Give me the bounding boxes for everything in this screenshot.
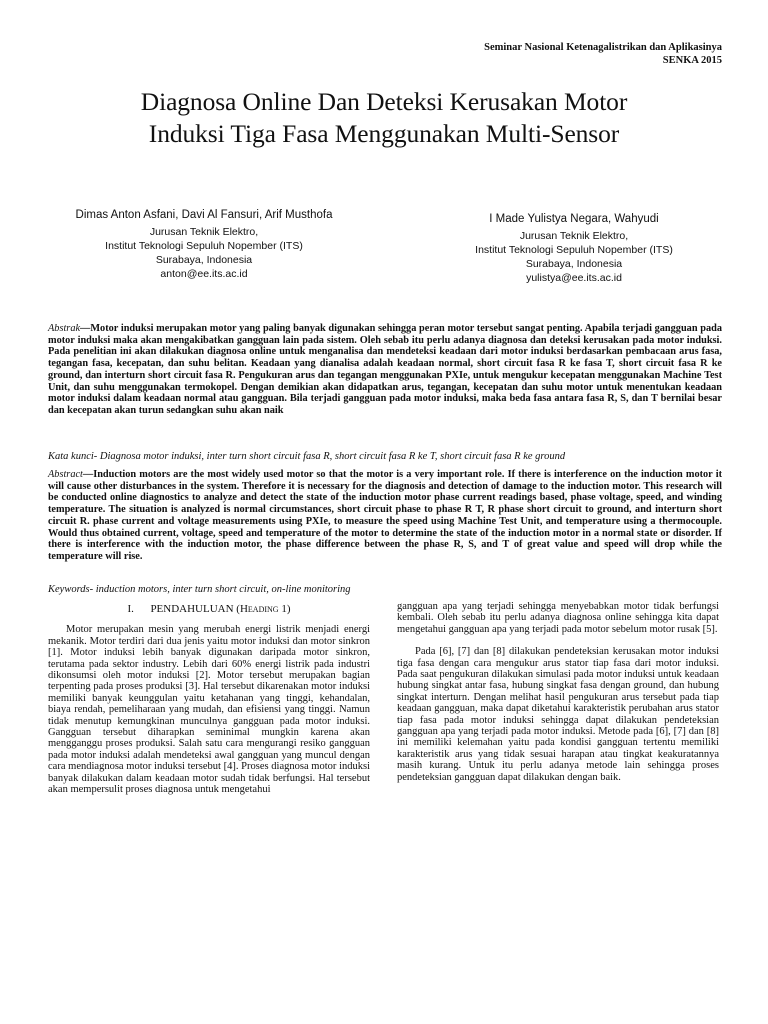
section-heading (48, 604, 370, 615)
abstract-text: —Induction motors are the most widely used motor so that the motor is a very important role. If there is interference on the induction motor it will cause other disturbances in the system. Therefore it is necessary for the diagnosis and detection of damage to the induction motor. This research will be conducted online diagnostics to analyze and detect the state of the induction motor phase current readings based, phase voltage, speed, and winding temperature. The situation is analyzed is normal circumstances, short circuit phase to phase R T, R phase short circuit to ground, and interturn short circuit R. phase current and voltage measurements using PXIe, to measure the speed using Machine Test Unit, and temperature using a thermocouple. Would thus obtained current, voltage, speed and temperature of the motor to determine the state of the induction motor in a normal state or disorder. If there is interference with the induction motor, the phase difference between the phase R, S, and T of great value and speed will drop while the temperature will rise. (48, 469, 722, 562)
column-right (397, 601, 719, 783)
author-email: anton@ee.its.ac.id (160, 268, 248, 280)
author-city: Surabaya, Indonesia (525, 258, 623, 270)
abstrak-indonesian (48, 323, 722, 417)
author-email: yulistya@ee.its.ac.id (526, 272, 622, 284)
author-institution: Institut Teknologi Sepuluh Nopember (ITS) (475, 244, 673, 256)
kata-kunci: Kata kunci- Diagnosa motor induksi, inter turn short circuit fasa R, short circuit fasa R ke T, short circuit fasa R ke ground (48, 451, 566, 462)
author-city: Surabaya, Indonesia (155, 254, 253, 266)
title-line-2: Induksi Tiga Fasa Menggunakan Multi-Sensor (148, 119, 620, 148)
column-left (48, 604, 370, 796)
abstract-english (48, 469, 722, 563)
author-department: Jurusan Teknik Elektro, (149, 226, 259, 238)
author-names: I Made Yulistya Negara, Wahyudi (489, 213, 659, 225)
section-number: I. (127, 603, 134, 615)
conference-year: SENKA 2015 (662, 55, 722, 66)
author-block-2 (398, 211, 750, 285)
section-heading-note: (Heading 1) (236, 603, 291, 615)
author-names: Dimas Anton Asfani, Davi Al Fansuri, Arif Musthofa (75, 209, 333, 221)
author-block-1 (28, 207, 380, 281)
author-department: Jurusan Teknik Elektro, (519, 230, 629, 242)
abstract-label: Abstract (48, 469, 83, 480)
conference-header (484, 41, 722, 67)
intro-paragraph-1: Motor merupakan mesin yang merubah energi listrik menjadi energi mekanik. Motor terdiri dari dua jenis yaitu motor induksi dan motor sinkron [1]. Motor induksi lebih banyak digunakan daripada motor sinkron, terutama pada sektor industry. Lebih dari 60% energi listrik pada industri dikonsumsi oleh motor induksi [2]. Motor tersebut merupakan bagian terpenting pada proses produksi [3]. Hal tersebut dikarenakan motor induksi memiliki banyak keunggulan yaitu ketahanan yang tinggi, kehandalan, biaya rendah, pemeliharaan yang mudah, dan efisiensi yang tinggi. Namun tidak menutup kemungkinan munculnya gangguan pada motor induksi. Gangguan tersebut diharapkan seminimal mungkin karena akan mengganggu proses produksi. Salah satu cara mengurangi resiko gangguan pada motor induksi adalah mendeteksi awal gangguan yang muncul dengan cara mendiagnosa motor induksi tersebut [4]. Proses diagnosa motor induksi banyak dilakukan dalam keadaan motor sudah tidak berfungsi. Hal tersebut akan mempersulit proses diagnosa untuk mengetahui (48, 624, 370, 796)
paper-title (0, 86, 768, 150)
section-title: PENDAHULUAN (150, 603, 234, 615)
intro-paragraph-2: Pada [6], [7] dan [8] dilakukan pendeteksian kerusakan motor induksi tiga fasa dengan cara mengukur arus stator tiap fasa dari motor induksi. Pada saat pengukuran dilakukan simulasi pada motor induksi untuk keadaan hubung singkat antar fasa, hubung singkat fasa dengan ground, dan hubung singkat interturn. Dengan melihat hasil pengukuran arus tersebut pada tiap keadaan gangguan, maka dapat diketahui karakteristik perubahan arus stator tiap fasa pada motor induksi sehingga dapat dilakukan pendeteksian gangguan apa yang terjadi pada motor induksi. Metode pada [6], [7] dan [8] ini memiliki kelemahan yaitu pada kondisi gangguan tertentu memiliki karakteristik arus yang tidak sesuai harapan atau tingkat keakuratannya masih kurang. Untuk itu perlu adanya metode lain sehingga proses pendeteksian gangguan dapat dilakukan dengan baik. (397, 646, 719, 783)
keywords: Keywords- induction motors, inter turn short circuit, on-line monitoring (48, 584, 351, 595)
abstrak-label: Abstrak (48, 323, 81, 334)
abstrak-text: —Motor induksi merupakan motor yang paling banyak digunakan sehingga peran motor tersebut sangat penting. Apabila terjadi gangguan pada motor induksi maka akan mengakibatkan gangguan lain pada sistem. Oleh sebab itu perlu adanya diagnosa dan deteksi kerusakan pada motor induksi. Pada penelitian ini akan dilakukan diagnosa online untuk menganalisa dan mendeteksi keadaan dari motor induksi berdasarkan pembacaan arus fasa, tegangan fasa, kecepatan, dan suhu belitan. Keadaan yang dianalisa adalah keadaan normal, short circuit fasa R ke fasa T, short circuit fasa R ke ground, dan interturn short circuit fasa R. Pengukuran arus dan tegangan menggunakan PXIe, untuk mengukur kecepatan menggunakan Machine Test Unit, dan suhu menggunakan termokopel. Dengan demikian akan didapatkan arus, tegangan, kecepatan dan suhu motor untuk menentukan keadaan motor induksi dalam keadaan normal atau gangguan. Bila terjadi gangguan pada motor induksi, maka beda fasa antara fasa R, S, dan T bernilai besar dan kecepatan akan turun sedangkan suhu akan naik (48, 323, 722, 416)
conference-name: Seminar Nasional Ketenagalistrikan dan Aplikasinya (484, 42, 722, 53)
title-line-1: Diagnosa Online Dan Deteksi Kerusakan Motor (140, 87, 628, 116)
intro-paragraph-1-continued: gangguan apa yang terjadi sehingga menyebabkan motor tidak berfungsi kembali. Oleh sebab itu perlu adanya diagnosa online sehingga kita dapat mengetahui gangguan apa yang terjadi pada motor sebelum motor rusak [5]. (397, 601, 719, 635)
author-institution: Institut Teknologi Sepuluh Nopember (ITS) (105, 240, 303, 252)
